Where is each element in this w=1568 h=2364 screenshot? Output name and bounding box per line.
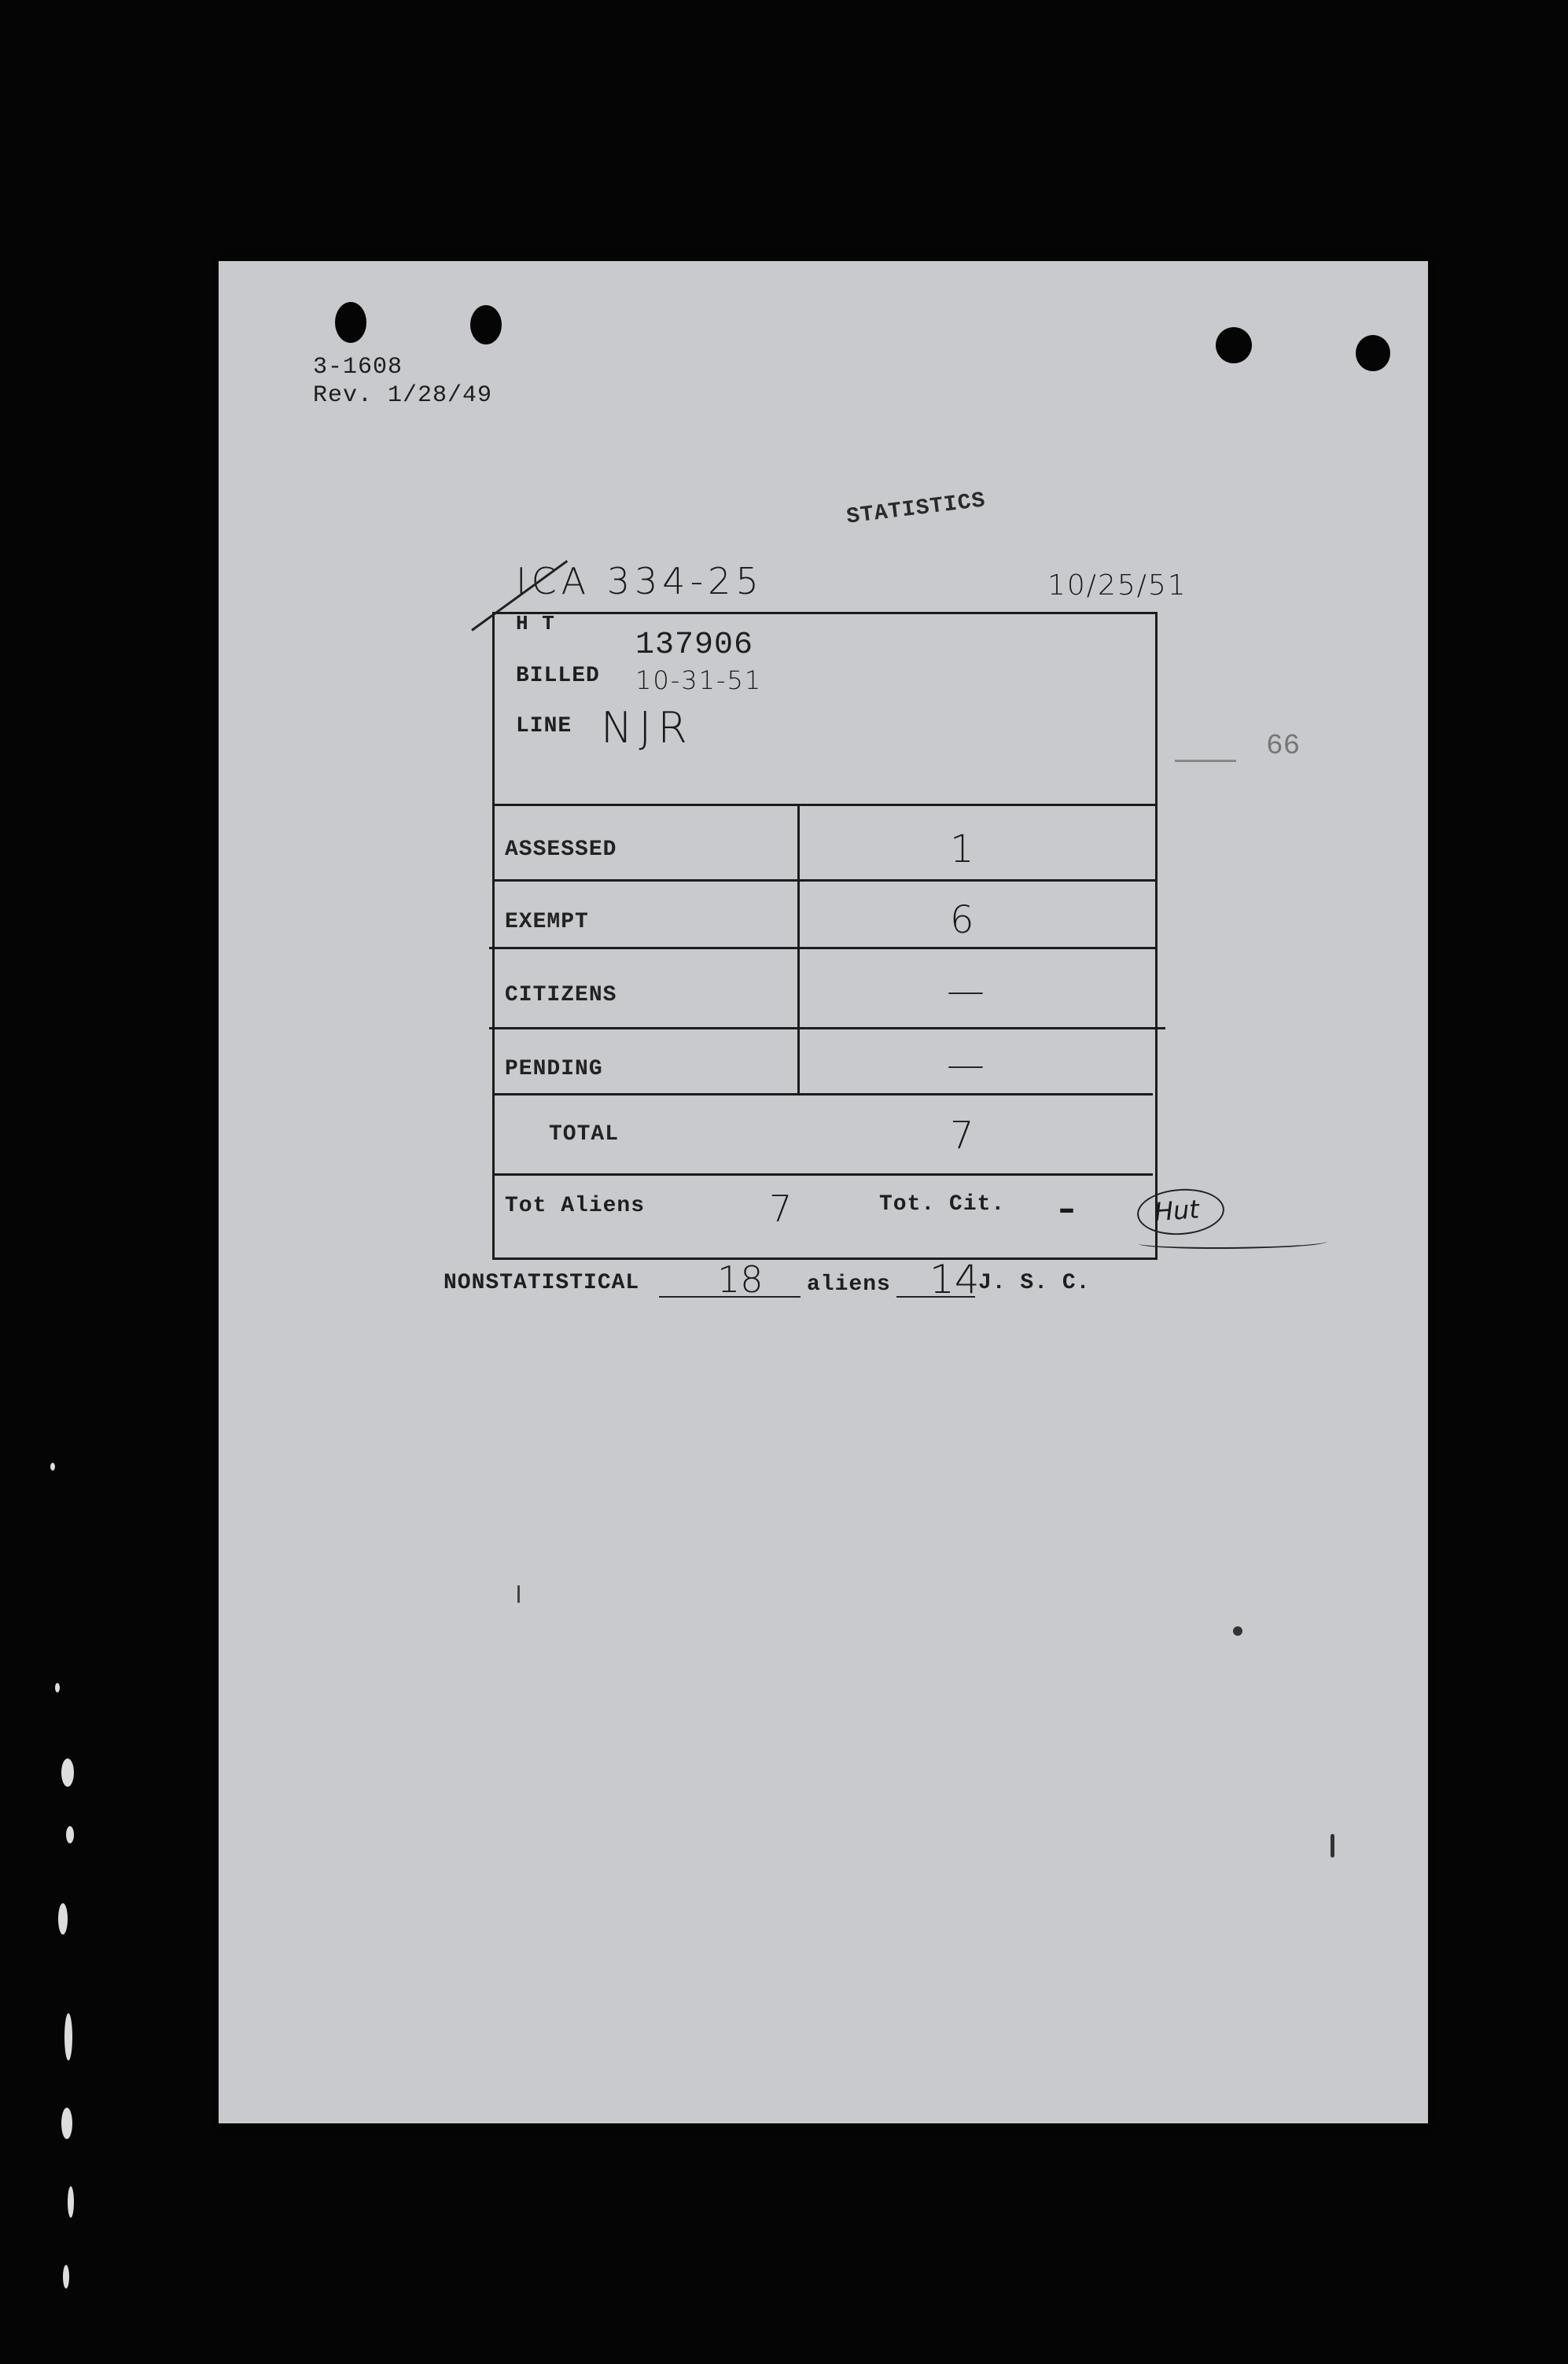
ink-speck xyxy=(1331,1834,1334,1858)
divider xyxy=(489,947,1158,949)
punch-hole xyxy=(335,302,366,343)
jsc-count: 14 xyxy=(929,1257,980,1302)
nonstatistical-label: NONSTATISTICAL xyxy=(444,1271,640,1295)
document-page xyxy=(219,261,1428,2123)
divider xyxy=(492,1093,1153,1095)
row-label-exempt: EXEMPT xyxy=(505,910,589,934)
signature-flourish xyxy=(1139,1236,1327,1249)
tot-cit-label: Tot. Cit. xyxy=(879,1192,1006,1217)
row-value-assessed: 1 xyxy=(950,827,974,871)
jsc-label: J. S. C. xyxy=(978,1271,1091,1295)
divider xyxy=(492,879,1158,882)
divider xyxy=(492,1173,1153,1176)
billed-date: 10-31-51 xyxy=(635,665,763,695)
aliens-label: aliens xyxy=(807,1272,891,1297)
tot-aliens-label: Tot Aliens xyxy=(505,1194,646,1218)
manifest-reference: ICA 334-25 xyxy=(516,560,764,602)
billed-label: BILLED xyxy=(516,664,600,688)
row-value-exempt: 6 xyxy=(950,898,974,942)
row-value-citizens: — xyxy=(947,969,985,1013)
ht-number: 137906 xyxy=(635,628,754,663)
row-label-pending: PENDING xyxy=(505,1057,603,1081)
statistics-stamp: STATISTICS xyxy=(845,488,988,530)
form-revision: Rev. 1/28/49 xyxy=(313,382,493,409)
row-value-pending: — xyxy=(947,1043,985,1087)
divider xyxy=(489,1027,1165,1029)
statistics-box xyxy=(492,612,1158,1260)
divider xyxy=(492,804,1158,806)
ink-speck xyxy=(517,1585,520,1603)
form-number: 3-1608 xyxy=(313,354,403,381)
ht-label: H T xyxy=(516,612,555,635)
total-value: 7 xyxy=(950,1114,974,1158)
row-label-assessed: ASSESSED xyxy=(505,838,617,862)
tot-cit-value: – xyxy=(1058,1189,1075,1228)
punch-hole xyxy=(470,305,502,344)
tot-aliens-value: 7 xyxy=(769,1188,793,1230)
row-label-citizens: CITIZENS xyxy=(505,983,617,1007)
total-label: TOTAL xyxy=(549,1122,620,1147)
ink-speck xyxy=(1233,1626,1242,1636)
handwritten-date: 10/25/51 xyxy=(1047,569,1187,602)
line-value: NJR xyxy=(601,703,694,753)
punch-hole xyxy=(1216,327,1252,363)
line-label: LINE xyxy=(516,714,572,738)
margin-dash xyxy=(1175,760,1236,762)
nonstatistical-count: 18 xyxy=(717,1258,764,1301)
initials-signature: Hut xyxy=(1136,1186,1226,1238)
column-divider xyxy=(797,804,800,1093)
margin-note: 66 xyxy=(1266,730,1301,762)
punch-hole xyxy=(1356,335,1390,371)
